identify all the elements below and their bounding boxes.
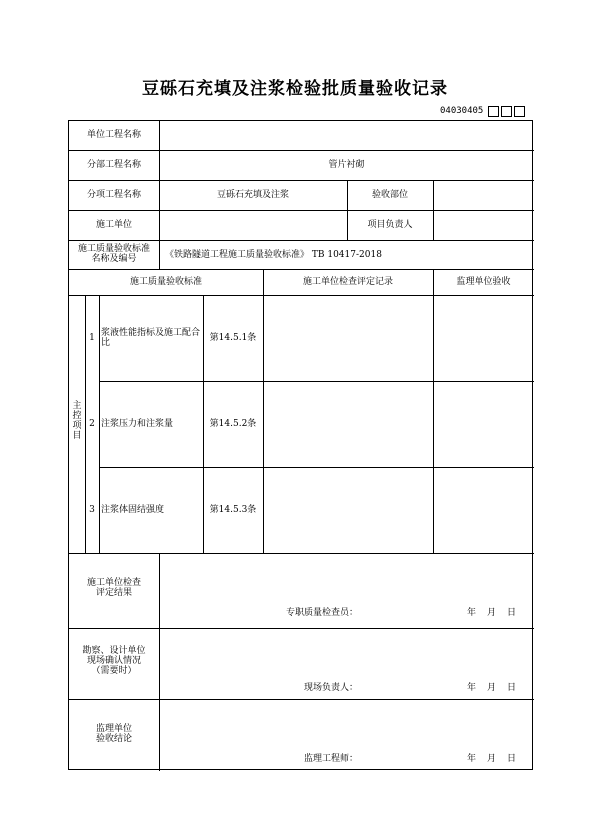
supervisor-conclusion-label (69, 724, 159, 744)
code-box[interactable] (514, 106, 525, 117)
supervisor-line1: 监理单位 (95, 724, 132, 734)
contractor-result-line1: 施工单位检查 (86, 578, 141, 588)
item-2-clause: 第14.5.2条 (209, 419, 257, 429)
inspection-part-label: 验收部位 (371, 190, 408, 200)
item-2-no: 2 (89, 419, 95, 429)
col-divider (99, 295, 100, 553)
col-header-contractor: 施工单位检查评定记录 (302, 277, 393, 287)
code-box[interactable] (488, 106, 499, 117)
standard-label-line2: 名称及编号 (91, 254, 137, 264)
contractor-result-field[interactable] (160, 554, 533, 604)
construction-unit-label: 施工单位 (95, 220, 132, 230)
item-2-contractor-record[interactable] (264, 382, 432, 466)
supervisor-line2: 验收结论 (95, 734, 132, 744)
project-manager-label: 项目负责人 (367, 220, 413, 230)
survey-line1: 勘察、设计单位 (82, 646, 146, 656)
item-3-clause: 第14.5.3条 (209, 505, 257, 515)
form-code-number: 04030405 (440, 106, 484, 116)
item-3-name: 注浆体固结强度 (101, 505, 165, 515)
contractor-result-label (69, 578, 159, 598)
item-1-clause: 第14.5.1条 (209, 333, 257, 343)
item-3-supervisor-acceptance[interactable] (434, 468, 533, 552)
col-header-standard: 施工质量验收标准 (129, 277, 202, 287)
date-year: 年 (467, 754, 477, 764)
item-1-no: 1 (89, 333, 95, 343)
col-header-supervisor: 监理单位验收 (456, 277, 511, 287)
unit-project-label: 单位工程名称 (86, 130, 141, 140)
quality-inspector-label: 专职质量检查员： (286, 608, 359, 618)
item-1-supervisor-acceptance[interactable] (434, 296, 533, 380)
form-code (440, 104, 525, 118)
page-title: 豆砾石充填及注浆检验批质量验收记录 (142, 79, 448, 99)
item-3-contractor-record[interactable] (264, 468, 432, 552)
date-year: 年 (467, 608, 477, 618)
project-manager-field[interactable] (434, 212, 533, 239)
supervision-engineer-label: 监理工程师： (304, 754, 359, 764)
construction-unit-field[interactable] (160, 212, 346, 239)
row-divider (69, 269, 534, 270)
row-divider (69, 240, 534, 241)
item-1-name: 浆液性能指标及施工配合比 (101, 328, 201, 348)
item-3-no: 3 (89, 505, 95, 515)
standard-label (69, 244, 159, 264)
survey-confirmation-field[interactable] (160, 629, 533, 679)
acceptance-record-table (68, 120, 533, 770)
date-day: 日 (507, 608, 517, 618)
row-divider (69, 150, 534, 151)
item-project-value[interactable]: 豆砾石充填及注浆 (216, 190, 289, 200)
unit-project-field[interactable] (160, 122, 533, 149)
item-project-label: 分项工程名称 (86, 190, 141, 200)
code-box[interactable] (501, 106, 512, 117)
standard-label-line1: 施工质量验收标准 (77, 244, 150, 254)
col-divider (347, 180, 348, 240)
item-1-contractor-record[interactable] (264, 296, 432, 380)
survey-line3: （需要时） (91, 666, 137, 676)
date-day: 日 (507, 683, 517, 693)
supervisor-conclusion-field[interactable] (160, 700, 533, 750)
date-day: 日 (507, 754, 517, 764)
date-month: 月 (487, 754, 497, 764)
date-month: 月 (487, 683, 497, 693)
date-year: 年 (467, 683, 477, 693)
sub-project-label: 分部工程名称 (86, 160, 141, 170)
date-month: 月 (487, 608, 497, 618)
sub-project-value[interactable]: 管片衬砌 (328, 160, 365, 170)
survey-line2: 现场确认情况 (86, 656, 141, 666)
standard-value: 《铁路隧道工程施工质量验收标准》 TB 10417-2018 (165, 250, 382, 260)
item-2-name: 注浆压力和注浆量 (101, 419, 174, 429)
row-divider (69, 180, 534, 181)
inspection-part-field[interactable] (434, 182, 533, 209)
main-control-label: 主 控 项 目 (72, 401, 82, 441)
survey-design-label (69, 646, 159, 676)
row-divider (69, 210, 534, 211)
item-2-supervisor-acceptance[interactable] (434, 382, 533, 466)
site-manager-label: 现场负责人： (304, 683, 359, 693)
contractor-result-line2: 评定结果 (95, 588, 132, 598)
